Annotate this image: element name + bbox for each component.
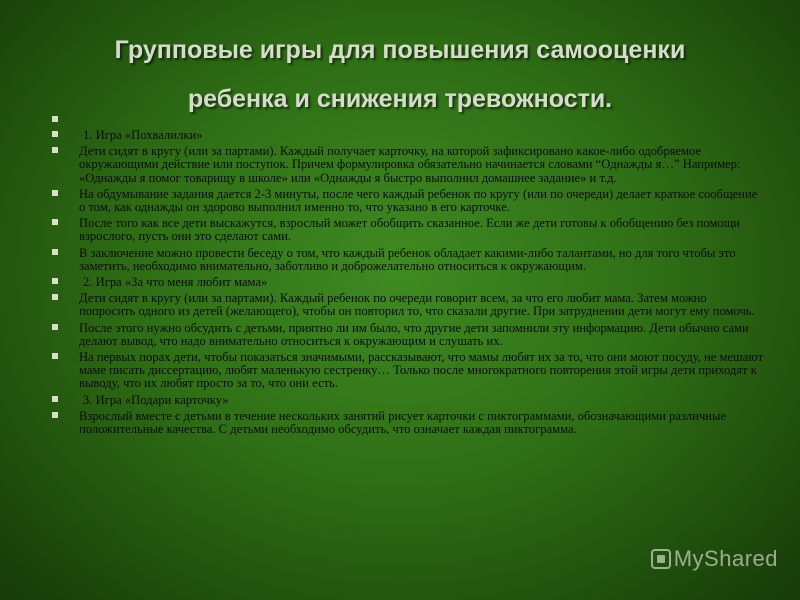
list-item	[52, 292, 764, 318]
bullet-icon	[52, 294, 58, 300]
list-item	[52, 247, 764, 273]
myshared-logo-icon	[651, 549, 671, 569]
item-text: После того как все дети выскажутся, взрослый может обобщить сказанное. Если же дети готовы к обобщению без помощи взрослого, пусть они это сделают сами.	[79, 216, 741, 244]
bullet-list	[52, 114, 764, 439]
list-item-heading	[52, 276, 764, 289]
watermark-text: MyShared	[673, 546, 778, 571]
item-text: На обдумывание задания дается 2-3 минуты, после чего каждый ребенок по кругу (или по очереди) делает краткое сообщение о том, как однажды он здорово выполнил именно то, что указано в его карточке.	[79, 186, 758, 215]
list-item	[52, 145, 764, 185]
list-item	[52, 217, 764, 243]
list-item	[52, 188, 764, 214]
bullet-icon	[52, 249, 58, 255]
item-text: В заключение можно провести беседу о том, что каждый ребенок обладает какими-либо талантами, но для того чтобы это заметить, необходимо внимательно, заботливо и доброжелательно относиться к окружающим.	[79, 245, 736, 273]
bullet-icon	[52, 131, 58, 137]
bullet-icon	[52, 147, 58, 153]
list-item-heading	[52, 394, 764, 407]
bullet-icon	[52, 278, 58, 284]
bullet-icon	[52, 396, 58, 402]
bullet-icon	[52, 116, 58, 122]
list-item-heading	[52, 129, 764, 142]
bullet-icon	[52, 353, 58, 359]
item-text: На первых порах дети, чтобы показаться значимыми, рассказывают, что мамы любят их за то, что они моют посуду, не мешают маме писать диссертацию, любят маленькую сестренку… Только после многократного повторения этой игры дети приходят к выводу, что их любят просто за то, что они есть.	[79, 350, 764, 391]
item-text: После этого нужно обсудить с детьми, приятно ли им было, что другие дети запомнили эту информацию. Дети обычно сами делают вывод, что надо внимательно относиться к окружающим и слушать их.	[79, 320, 749, 348]
list-item	[52, 410, 764, 436]
bullet-icon	[52, 219, 58, 225]
bullet-icon	[52, 412, 58, 418]
game-1-heading: 1. Игра «Похвалилки»	[83, 128, 203, 142]
list-item	[52, 322, 764, 348]
item-text: Взрослый вместе с детьми в течение нескольких занятий рисует карточки с пиктограммами, обозначающими различные положительные качества. С детьми необходимо обсудить, что означает каждая пиктограмма.	[79, 408, 727, 437]
bullet-icon	[52, 324, 58, 330]
title-line-1: Групповые игры для повышения самооценки	[114, 36, 686, 64]
item-text: Дети сидят в кругу (или за партами). Каждый ребенок по очереди говорит всем, за что его любит мама. Затем можно попросить одного из детей (желающего), чтобы он повторил то, что сказали другие. При затруднении дети могут ему помочь.	[79, 291, 755, 319]
title-line-2: ребенка и снижения тревожности.	[187, 85, 613, 113]
game-2-heading: 2. Игра «За что меня любит мама»	[83, 275, 268, 290]
slide-title	[40, 26, 760, 124]
game-3-heading: 3. Игра «Подари карточку»	[83, 392, 229, 407]
bullet-icon	[52, 190, 58, 196]
list-item	[52, 114, 764, 126]
list-item	[52, 351, 764, 391]
item-text: Дети сидят в кругу (или за партами). Каждый получает карточку, на которой зафиксировано какое-либо одобряемое окружающими действие или поступок. Причем формулировка обязательно начинается словами “Однажды я…” Например: «Однажды я помог товарищу в школе» или «Однажды я быстро выполнил домашнее задание» и т.д.	[79, 144, 741, 185]
myshared-watermark	[651, 546, 778, 572]
